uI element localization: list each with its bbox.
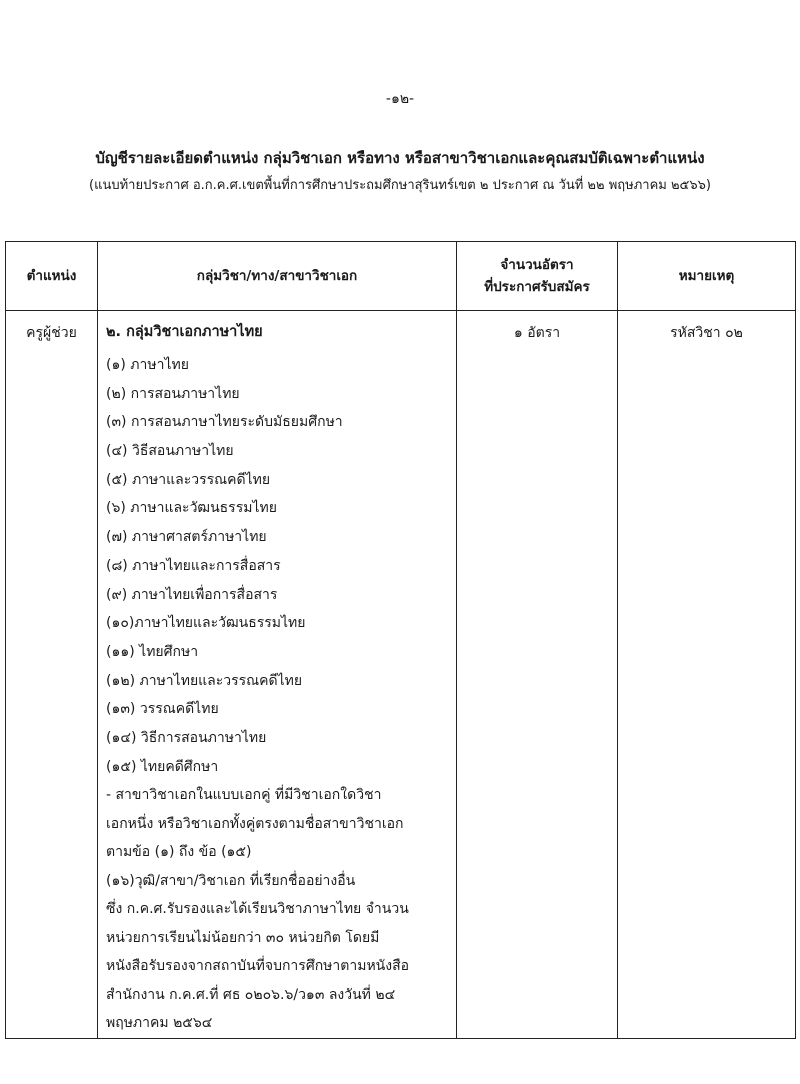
page-number: -๑๒- (385, 91, 415, 107)
paragraph-line: - สาขาวิชาเอกในแบบเอกคู่ ที่มีวิชาเอกใดวิชา (106, 787, 382, 804)
subject-item: (๑๔) วิธีการสอนภาษาไทย (106, 729, 267, 746)
double-major-paragraph (106, 781, 450, 867)
header-note: หมายเหตุ (618, 242, 796, 311)
table-row (6, 311, 796, 1039)
subject-list (106, 351, 450, 781)
subject-item: (๖) ภาษาและวัฒนธรรมไทย (106, 500, 277, 517)
subject-item: (๙) ภาษาไทยเพื่อการสื่อสาร (106, 586, 278, 603)
count-cell: ๑ อัตรา (457, 311, 618, 1039)
header-count-line1: จำนวนอัตรา (500, 257, 574, 273)
paragraph-line: หน่วยการเรียนไม่น้อยกว่า ๓๐ หน่วยกิต โดยมี (106, 929, 380, 946)
subject-item: (๕) ภาษาและวรรณคดีไทย (106, 471, 271, 488)
header-count (457, 242, 618, 311)
document-title: บัญชีรายละเอียดตำแหน่ง กลุ่มวิชาเอก หรือทาง หรือสาขาวิชาเอกและคุณสมบัติเฉพาะตำแหน่ง (95, 149, 705, 167)
position-details-table (5, 241, 796, 1039)
subject-item: (๑๐)ภาษาไทยและวัฒนธรรมไทย (106, 615, 306, 632)
subject-item: (๑๒) ภาษาไทยและวรรณคดีไทย (106, 672, 303, 689)
note-cell: รหัสวิชา ๐๒ (618, 311, 796, 1039)
header-subject: กลุ่มวิชา/ทาง/สาขาวิชาเอก (98, 242, 457, 311)
subject-item: (๓) การสอนภาษาไทยระดับมัธยมศึกษา (106, 414, 343, 431)
subject-item: (๗) ภาษาศาสตร์ภาษาไทย (106, 529, 267, 546)
document-subtitle: (แนบท้ายประกาศ อ.ก.ค.ศ.เขตพื้นที่การศึกษาประถมศึกษาสุรินทร์เขต ๒ ประกาศ ณ วันที่ ๒๒ พฤษภาคม ๒๕๖๖) (89, 178, 711, 193)
paragraph-line: หนังสือรับรองจากสถาบันที่จบการศึกษาตามหนังสือ (106, 958, 410, 975)
subject-item: (๒) การสอนภาษาไทย (106, 385, 240, 402)
paragraph-line: พฤษภาคม ๒๕๖๔ (106, 1015, 213, 1032)
header-count-line2: ที่ประกาศรับสมัคร (484, 279, 590, 295)
paragraph-line: สำนักงาน ก.ค.ศ.ที่ ศธ ๐๒๐๖.๖/ว๑๓ ลงวันที่ ๒๔ (106, 986, 396, 1003)
subject-item: (๑๕) ไทยคดีศึกษา (106, 758, 219, 775)
subject-item: (๑๑) ไทยศึกษา (106, 643, 199, 660)
position-cell: ครูผู้ช่วย (6, 311, 98, 1039)
group-heading: ๒. กลุ่มวิชาเอกภาษาไทย (106, 324, 263, 340)
paragraph-line: ตามข้อ (๑) ถึง ข้อ (๑๕) (106, 844, 252, 861)
subject-item: (๑๓) วรรณคดีไทย (106, 701, 219, 718)
paragraph-line: เอกหนึ่ง หรือวิชาเอกทั้งคู่ตรงตามชื่อสาขาวิชาเอก (106, 815, 404, 832)
subject-item: (๘) ภาษาไทยและการสื่อสาร (106, 557, 281, 574)
header-position: ตำแหน่ง (6, 242, 98, 311)
subject-item: (๑) ภาษาไทย (106, 357, 189, 373)
other-degree-paragraph (106, 867, 450, 1038)
paragraph-line: (๑๖)วุฒิ/สาขา/วิชาเอก ที่เรียกชื่ออย่างอื่น (106, 872, 356, 889)
subject-cell (98, 311, 457, 1039)
table-header-row (6, 242, 796, 311)
paragraph-line: ซึ่ง ก.ค.ศ.รับรองและได้เรียนวิชาภาษาไทย จำนวน (106, 901, 409, 918)
subject-item: (๔) วิธีสอนภาษาไทย (106, 443, 234, 460)
